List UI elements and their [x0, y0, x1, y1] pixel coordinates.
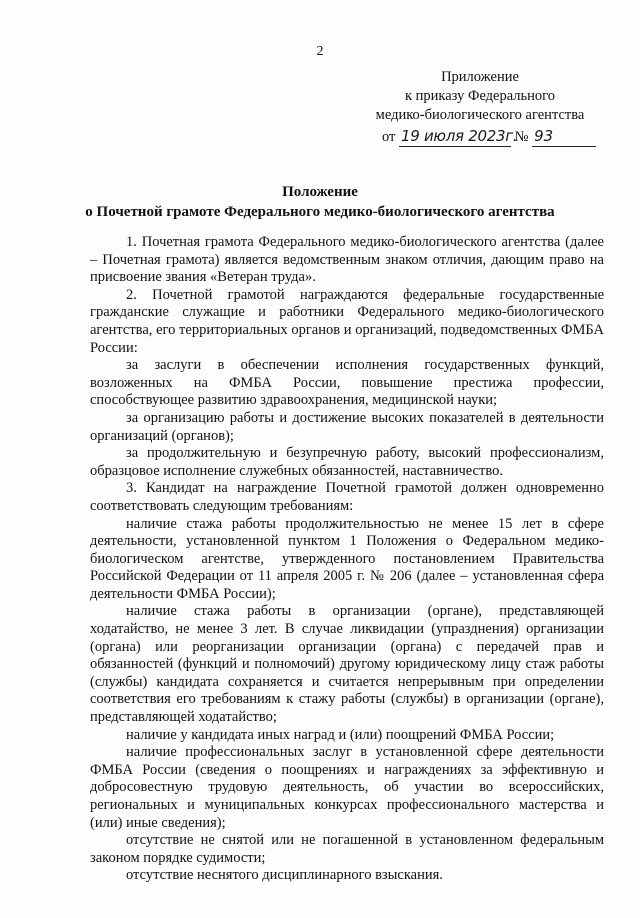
- order-reference: [382, 126, 602, 147]
- order-number-handwritten: 93: [532, 126, 596, 147]
- appendix-line: медико-биологического агентства: [375, 107, 585, 123]
- order-from-label: от: [382, 129, 396, 145]
- paragraph: за заслуги в обеспечении исполнения государственных функций, возложенных на ФМБА России, повышение престижа профессии, способствующее развитию здравоохранения, медицинской науки;: [90, 357, 604, 409]
- title-line: Положение: [282, 184, 358, 200]
- order-date-handwritten: 19 июля 2023г.: [401, 127, 518, 145]
- appendix-header: [360, 68, 600, 125]
- paragraph: за продолжительную и безупречную работу, высокий профессионализм, образцовое исполнение служебных обязанностей, наставничество.: [90, 445, 604, 479]
- paragraph: отсутствие не снятой или не погашенной в установленном федеральным законом порядке судимости;: [90, 832, 604, 866]
- paragraph: наличие профессиональных заслуг в установленной сфере деятельности ФМБА России (сведения о поощрениях и награждениях за эффективную и добросовестную трудовую деятельность, об участии во всероссийских, региональных и муниципальных конкурсах профессионального мастерства и (или) иные сведения);: [90, 744, 604, 831]
- paragraph: 3. Кандидат на награждение Почетной грамотой должен одновременно соответствовать следующим требованиям:: [90, 480, 604, 514]
- paragraph: за организацию работы и достижение высоких показателей в деятельности организаций (органов);: [90, 409, 604, 444]
- title-line: о Почетной грамоте Федерального медико-биологического агентства: [85, 204, 555, 220]
- document-title: [0, 182, 640, 222]
- paragraph: наличие у кандидата иных наград и (или) поощрений ФМБА России;: [126, 726, 555, 743]
- document-body: [90, 234, 604, 885]
- paragraph: 1. Почетная грамота Федерального медико-биологического агентства (далее – Почетная грамота) является ведомственным знаком отличия, дающим право на присвоение звания «Ветеран труда».: [90, 234, 604, 286]
- appendix-line: Приложение: [441, 69, 519, 85]
- paragraph: 2. Почетной грамотой награждаются федеральные государственные гражданские служащие и работники Федерального медико-биологического агентства, его территориальных органов и организаций, подведомственных ФМБА России:: [90, 286, 604, 356]
- appendix-line: к приказу Федерального: [404, 88, 556, 104]
- paragraph: наличие стажа работы продолжительностью не менее 15 лет в сфере деятельности, установленной пунктом 1 Положения о Федеральном медико-биологическом агентстве, утвержденного постановлением Правительства Российской Федерации от 11 апреля 2005 г. № 206 (далее – установленная сфера деятельности ФМБА России);: [90, 515, 604, 602]
- paragraph: отсутствие неснятого дисциплинарного взыскания.: [126, 867, 443, 884]
- page-number: 2: [316, 44, 324, 59]
- paragraph: наличие стажа работы в организации (органе), представляющей ходатайство, не менее 3 лет. В случае ликвидации (упразднения) организации (органа) или реорганизации организации (органа) с передачей прав и обязанностей (функций и полномочий) другому юридическому лицу стаж работы (службы) кандидата сохраняется и считается непрерывным при определении соответствия его требованиям к стажу работы (службы) в организации (органе), представляющей ходатайство;: [90, 603, 604, 726]
- order-number-label: №: [514, 129, 529, 145]
